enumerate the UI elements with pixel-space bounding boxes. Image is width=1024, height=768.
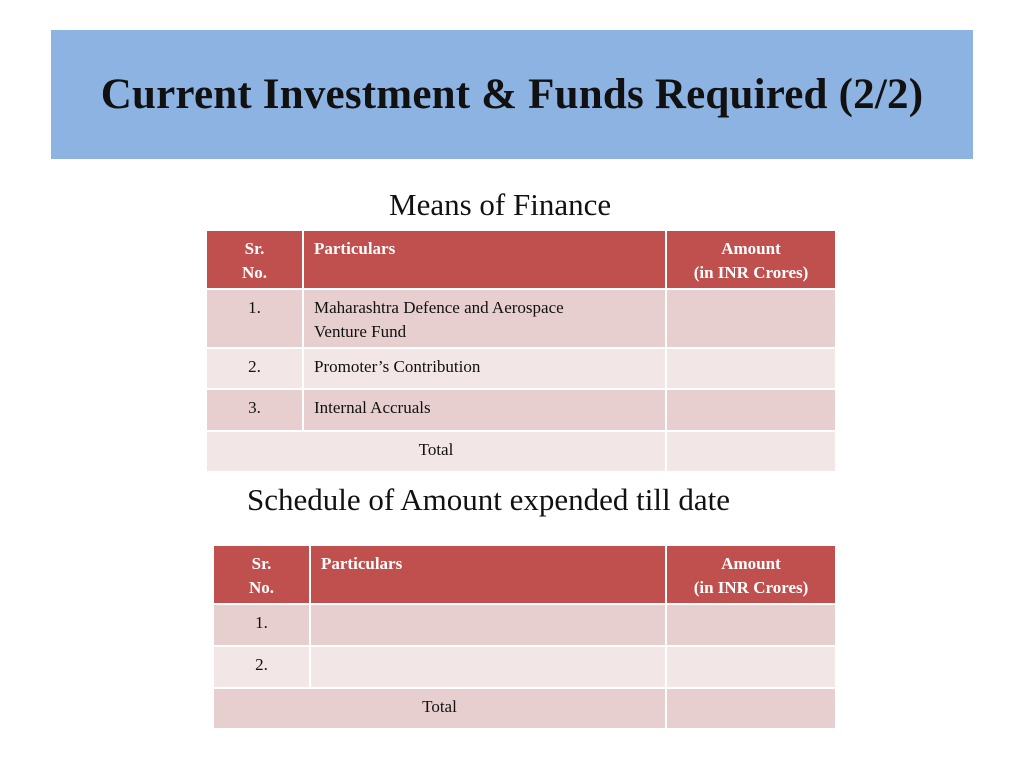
table-row (213, 604, 836, 646)
header-amount-line1: Amount (721, 554, 781, 573)
header-sr-line2: No. (241, 263, 268, 282)
header-amount-line1: Amount (721, 239, 781, 258)
row-particulars: Promoter’s Contribution (303, 348, 666, 389)
table-row (206, 289, 836, 348)
row-particulars-line2: Venture Fund (314, 322, 407, 341)
total-row (206, 431, 836, 472)
table-header-row (213, 545, 836, 604)
row-sr-no: 1. (213, 604, 310, 646)
row-particulars-line1: Maharashtra Defence and Aerospace (314, 298, 564, 317)
row-amount (666, 604, 836, 646)
row-sr-no: 2. (213, 646, 310, 688)
title-bar (51, 30, 973, 159)
row-amount (666, 389, 836, 431)
header-sr-no (213, 545, 310, 604)
header-amount (666, 230, 836, 289)
row-sr-no: 1. (206, 289, 303, 348)
header-amount-line2: (in INR Crores) (693, 578, 809, 597)
means-of-finance-table (205, 229, 837, 473)
slide-title: Current Investment & Funds Required (2/2) (100, 71, 924, 118)
header-sr-line1: Sr. (244, 239, 265, 258)
row-amount (666, 348, 836, 389)
table-row (206, 348, 836, 389)
table-row (213, 646, 836, 688)
header-particulars: Particulars (303, 230, 666, 289)
total-amount (666, 431, 836, 472)
row-particulars: Internal Accruals (303, 389, 666, 431)
row-particulars (310, 604, 666, 646)
header-amount-line2: (in INR Crores) (693, 263, 809, 282)
total-label: Total (213, 688, 666, 729)
schedule-expended-heading: Schedule of Amount expended till date (247, 482, 730, 517)
total-amount (666, 688, 836, 729)
total-row (213, 688, 836, 729)
row-sr-no: 2. (206, 348, 303, 389)
schedule-expended-table (212, 544, 837, 730)
row-amount (666, 289, 836, 348)
table-row (206, 389, 836, 431)
header-amount (666, 545, 836, 604)
means-of-finance-heading: Means of Finance (389, 187, 612, 222)
header-sr-line2: No. (248, 578, 275, 597)
row-sr-no: 3. (206, 389, 303, 431)
row-amount (666, 646, 836, 688)
header-particulars: Particulars (310, 545, 666, 604)
row-particulars (303, 289, 666, 348)
header-sr-no (206, 230, 303, 289)
table-header-row (206, 230, 836, 289)
row-particulars (310, 646, 666, 688)
header-sr-line1: Sr. (251, 554, 272, 573)
total-label: Total (206, 431, 666, 472)
